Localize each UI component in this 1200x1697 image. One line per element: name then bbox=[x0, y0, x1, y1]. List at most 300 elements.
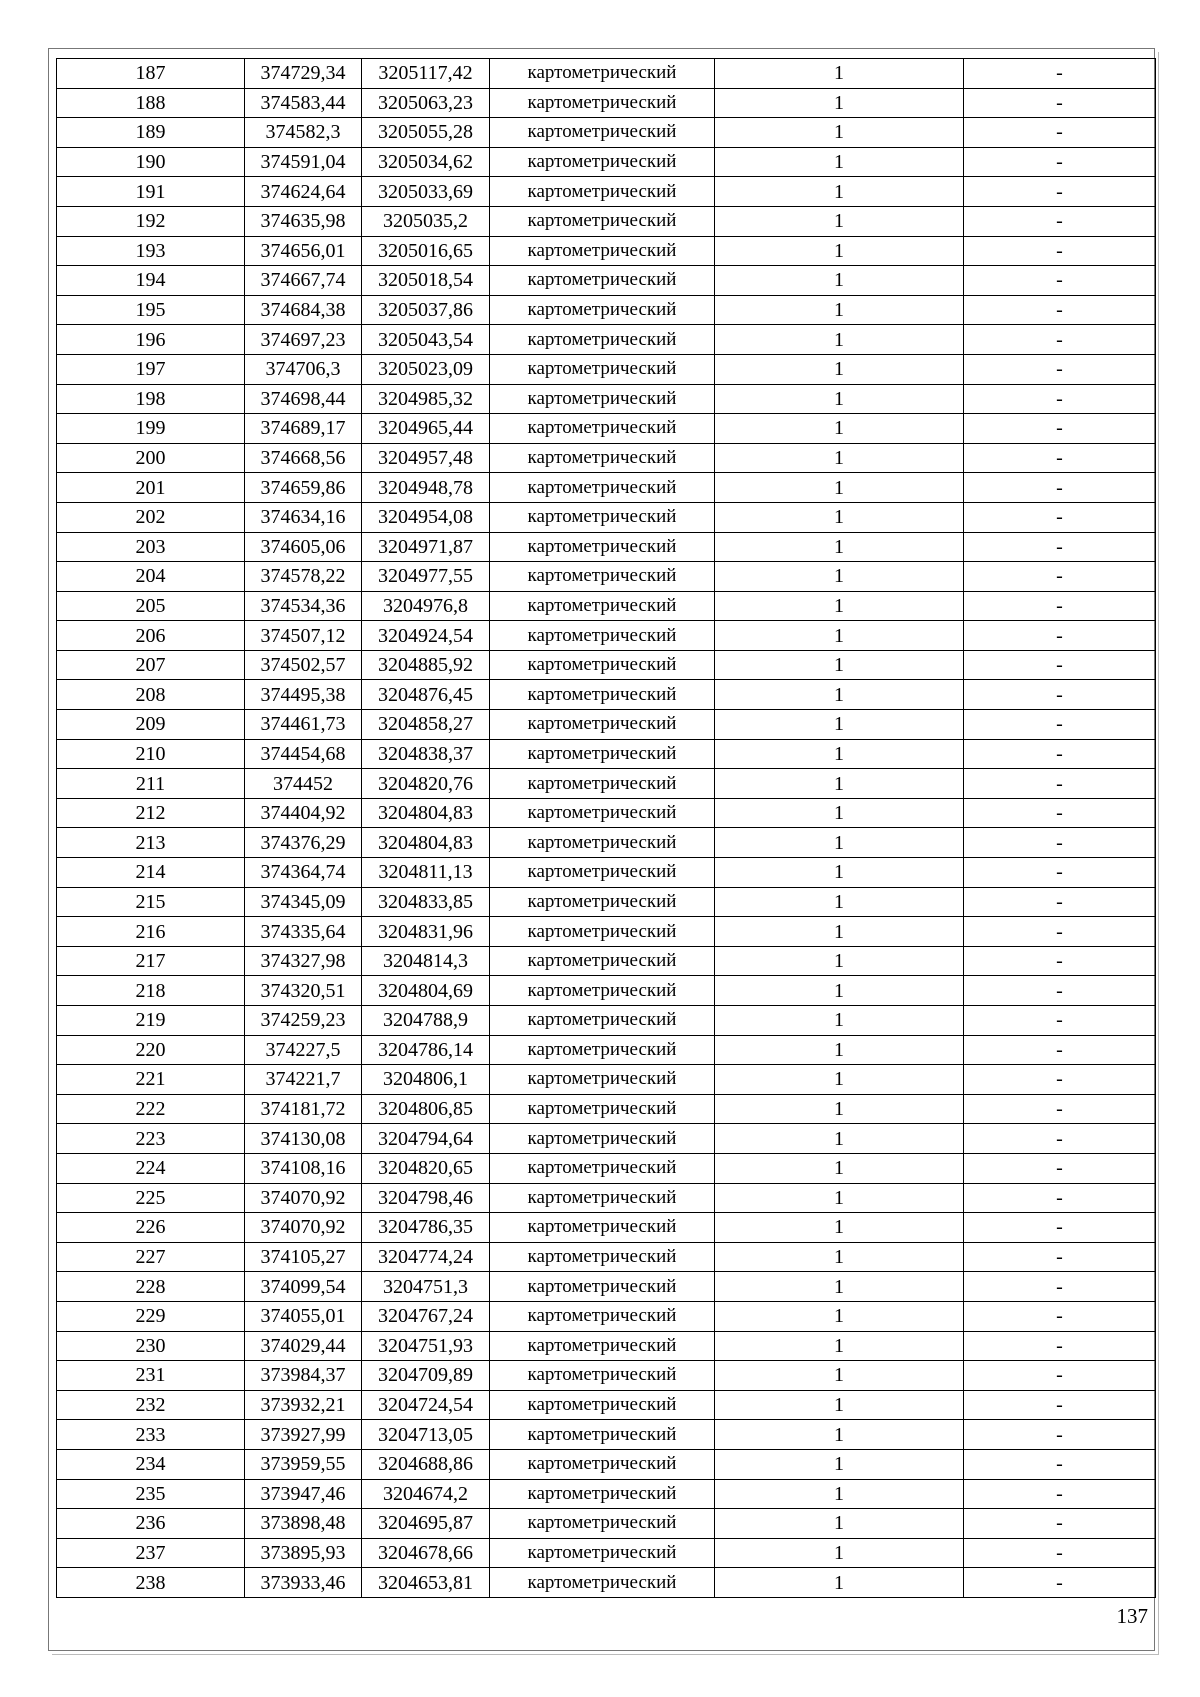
note-cell: - bbox=[964, 1449, 1156, 1479]
y-coordinate-cell: 3204804,83 bbox=[362, 828, 490, 858]
x-coordinate-cell: 374364,74 bbox=[245, 858, 362, 888]
accuracy-cell: 1 bbox=[715, 769, 964, 799]
point-number-cell: 205 bbox=[57, 591, 245, 621]
accuracy-cell: 1 bbox=[715, 473, 964, 503]
note-cell: - bbox=[964, 858, 1156, 888]
table-row bbox=[57, 1153, 1156, 1183]
note-cell: - bbox=[964, 1183, 1156, 1213]
y-coordinate-cell: 3204957,48 bbox=[362, 443, 490, 473]
accuracy-cell: 1 bbox=[715, 1568, 964, 1598]
accuracy-cell: 1 bbox=[715, 1390, 964, 1420]
table-row bbox=[57, 502, 1156, 532]
method-cell: картометрический bbox=[490, 1006, 715, 1036]
point-number-cell: 198 bbox=[57, 384, 245, 414]
method-cell: картометрический bbox=[490, 384, 715, 414]
accuracy-cell: 1 bbox=[715, 1272, 964, 1302]
accuracy-cell: 1 bbox=[715, 443, 964, 473]
note-cell: - bbox=[964, 887, 1156, 917]
note-cell: - bbox=[964, 562, 1156, 592]
y-coordinate-cell: 3204709,89 bbox=[362, 1361, 490, 1391]
x-coordinate-cell: 374582,3 bbox=[245, 118, 362, 148]
accuracy-cell: 1 bbox=[715, 1538, 964, 1568]
point-number-cell: 235 bbox=[57, 1479, 245, 1509]
point-number-cell: 218 bbox=[57, 976, 245, 1006]
x-coordinate-cell: 374591,04 bbox=[245, 147, 362, 177]
table-row bbox=[57, 1124, 1156, 1154]
note-cell: - bbox=[964, 769, 1156, 799]
note-cell: - bbox=[964, 88, 1156, 118]
x-coordinate-cell: 374689,17 bbox=[245, 414, 362, 444]
x-coordinate-cell: 374376,29 bbox=[245, 828, 362, 858]
accuracy-cell: 1 bbox=[715, 266, 964, 296]
y-coordinate-cell: 3204811,13 bbox=[362, 858, 490, 888]
point-number-cell: 188 bbox=[57, 88, 245, 118]
x-coordinate-cell: 373898,48 bbox=[245, 1509, 362, 1539]
point-number-cell: 203 bbox=[57, 532, 245, 562]
method-cell: картометрический bbox=[490, 1538, 715, 1568]
x-coordinate-cell: 373984,37 bbox=[245, 1361, 362, 1391]
point-number-cell: 193 bbox=[57, 236, 245, 266]
method-cell: картометрический bbox=[490, 1272, 715, 1302]
method-cell: картометрический bbox=[490, 325, 715, 355]
accuracy-cell: 1 bbox=[715, 680, 964, 710]
point-number-cell: 234 bbox=[57, 1449, 245, 1479]
accuracy-cell: 1 bbox=[715, 798, 964, 828]
y-coordinate-cell: 3204876,45 bbox=[362, 680, 490, 710]
method-cell: картометрический bbox=[490, 1153, 715, 1183]
x-coordinate-cell: 374029,44 bbox=[245, 1331, 362, 1361]
method-cell: картометрический bbox=[490, 1213, 715, 1243]
x-coordinate-cell: 374105,27 bbox=[245, 1242, 362, 1272]
accuracy-cell: 1 bbox=[715, 1420, 964, 1450]
point-number-cell: 223 bbox=[57, 1124, 245, 1154]
accuracy-cell: 1 bbox=[715, 295, 964, 325]
method-cell: картометрический bbox=[490, 532, 715, 562]
accuracy-cell: 1 bbox=[715, 1035, 964, 1065]
point-number-cell: 217 bbox=[57, 946, 245, 976]
point-number-cell: 210 bbox=[57, 739, 245, 769]
table-row bbox=[57, 473, 1156, 503]
point-number-cell: 204 bbox=[57, 562, 245, 592]
table-row bbox=[57, 1006, 1156, 1036]
point-number-cell: 192 bbox=[57, 206, 245, 236]
note-cell: - bbox=[964, 532, 1156, 562]
y-coordinate-cell: 3204674,2 bbox=[362, 1479, 490, 1509]
table-row bbox=[57, 1272, 1156, 1302]
point-number-cell: 202 bbox=[57, 502, 245, 532]
note-cell: - bbox=[964, 502, 1156, 532]
note-cell: - bbox=[964, 710, 1156, 740]
table-row bbox=[57, 798, 1156, 828]
method-cell: картометрический bbox=[490, 1124, 715, 1154]
x-coordinate-cell: 374624,64 bbox=[245, 177, 362, 207]
accuracy-cell: 1 bbox=[715, 1449, 964, 1479]
method-cell: картометрический bbox=[490, 177, 715, 207]
y-coordinate-cell: 3204924,54 bbox=[362, 621, 490, 651]
table-row bbox=[57, 236, 1156, 266]
note-cell: - bbox=[964, 1361, 1156, 1391]
point-number-cell: 189 bbox=[57, 118, 245, 148]
table-row bbox=[57, 1213, 1156, 1243]
accuracy-cell: 1 bbox=[715, 1331, 964, 1361]
note-cell: - bbox=[964, 650, 1156, 680]
point-number-cell: 224 bbox=[57, 1153, 245, 1183]
x-coordinate-cell: 374507,12 bbox=[245, 621, 362, 651]
accuracy-cell: 1 bbox=[715, 1301, 964, 1331]
y-coordinate-cell: 3204788,9 bbox=[362, 1006, 490, 1036]
table-row bbox=[57, 591, 1156, 621]
table-row bbox=[57, 1242, 1156, 1272]
note-cell: - bbox=[964, 59, 1156, 89]
x-coordinate-cell: 374454,68 bbox=[245, 739, 362, 769]
table-row bbox=[57, 1183, 1156, 1213]
y-coordinate-cell: 3204751,3 bbox=[362, 1272, 490, 1302]
y-coordinate-cell: 3204814,3 bbox=[362, 946, 490, 976]
y-coordinate-cell: 3204695,87 bbox=[362, 1509, 490, 1539]
method-cell: картометрический bbox=[490, 887, 715, 917]
note-cell: - bbox=[964, 1242, 1156, 1272]
method-cell: картометрический bbox=[490, 147, 715, 177]
y-coordinate-cell: 3204751,93 bbox=[362, 1331, 490, 1361]
method-cell: картометрический bbox=[490, 414, 715, 444]
y-coordinate-cell: 3204954,08 bbox=[362, 502, 490, 532]
accuracy-cell: 1 bbox=[715, 976, 964, 1006]
point-number-cell: 222 bbox=[57, 1094, 245, 1124]
y-coordinate-cell: 3204965,44 bbox=[362, 414, 490, 444]
method-cell: картометрический bbox=[490, 206, 715, 236]
table-row bbox=[57, 621, 1156, 651]
point-number-cell: 233 bbox=[57, 1420, 245, 1450]
point-number-cell: 238 bbox=[57, 1568, 245, 1598]
table-row bbox=[57, 414, 1156, 444]
note-cell: - bbox=[964, 1479, 1156, 1509]
x-coordinate-cell: 373933,46 bbox=[245, 1568, 362, 1598]
y-coordinate-cell: 3204985,32 bbox=[362, 384, 490, 414]
point-number-cell: 216 bbox=[57, 917, 245, 947]
accuracy-cell: 1 bbox=[715, 177, 964, 207]
x-coordinate-cell: 374181,72 bbox=[245, 1094, 362, 1124]
y-coordinate-cell: 3204713,05 bbox=[362, 1420, 490, 1450]
table-row bbox=[57, 1065, 1156, 1095]
note-cell: - bbox=[964, 236, 1156, 266]
accuracy-cell: 1 bbox=[715, 650, 964, 680]
x-coordinate-cell: 374259,23 bbox=[245, 1006, 362, 1036]
accuracy-cell: 1 bbox=[715, 710, 964, 740]
note-cell: - bbox=[964, 1153, 1156, 1183]
y-coordinate-cell: 3204798,46 bbox=[362, 1183, 490, 1213]
point-number-cell: 219 bbox=[57, 1006, 245, 1036]
note-cell: - bbox=[964, 443, 1156, 473]
accuracy-cell: 1 bbox=[715, 591, 964, 621]
point-number-cell: 236 bbox=[57, 1509, 245, 1539]
table-row bbox=[57, 206, 1156, 236]
note-cell: - bbox=[964, 1035, 1156, 1065]
x-coordinate-cell: 373927,99 bbox=[245, 1420, 362, 1450]
method-cell: картометрический bbox=[490, 591, 715, 621]
accuracy-cell: 1 bbox=[715, 1094, 964, 1124]
table-row bbox=[57, 1331, 1156, 1361]
x-coordinate-cell: 373932,21 bbox=[245, 1390, 362, 1420]
table-row bbox=[57, 976, 1156, 1006]
method-cell: картометрический bbox=[490, 88, 715, 118]
table-row bbox=[57, 828, 1156, 858]
y-coordinate-cell: 3204976,8 bbox=[362, 591, 490, 621]
table-row bbox=[57, 1361, 1156, 1391]
method-cell: картометрический bbox=[490, 828, 715, 858]
note-cell: - bbox=[964, 1538, 1156, 1568]
method-cell: картометрический bbox=[490, 650, 715, 680]
table-row bbox=[57, 118, 1156, 148]
method-cell: картометрический bbox=[490, 443, 715, 473]
y-coordinate-cell: 3204806,1 bbox=[362, 1065, 490, 1095]
point-number-cell: 215 bbox=[57, 887, 245, 917]
note-cell: - bbox=[964, 266, 1156, 296]
note-cell: - bbox=[964, 1390, 1156, 1420]
method-cell: картометрический bbox=[490, 680, 715, 710]
x-coordinate-cell: 373947,46 bbox=[245, 1479, 362, 1509]
point-number-cell: 226 bbox=[57, 1213, 245, 1243]
method-cell: картометрический bbox=[490, 1094, 715, 1124]
point-number-cell: 225 bbox=[57, 1183, 245, 1213]
point-number-cell: 221 bbox=[57, 1065, 245, 1095]
method-cell: картометрический bbox=[490, 858, 715, 888]
note-cell: - bbox=[964, 828, 1156, 858]
y-coordinate-cell: 3204838,37 bbox=[362, 739, 490, 769]
method-cell: картометрический bbox=[490, 621, 715, 651]
method-cell: картометрический bbox=[490, 769, 715, 799]
method-cell: картометрический bbox=[490, 946, 715, 976]
table-row bbox=[57, 946, 1156, 976]
y-coordinate-cell: 3204977,55 bbox=[362, 562, 490, 592]
note-cell: - bbox=[964, 1420, 1156, 1450]
y-coordinate-cell: 3205043,54 bbox=[362, 325, 490, 355]
note-cell: - bbox=[964, 1124, 1156, 1154]
y-coordinate-cell: 3205055,28 bbox=[362, 118, 490, 148]
y-coordinate-cell: 3205034,62 bbox=[362, 147, 490, 177]
x-coordinate-cell: 373895,93 bbox=[245, 1538, 362, 1568]
note-cell: - bbox=[964, 591, 1156, 621]
point-number-cell: 200 bbox=[57, 443, 245, 473]
accuracy-cell: 1 bbox=[715, 118, 964, 148]
point-number-cell: 195 bbox=[57, 295, 245, 325]
point-number-cell: 229 bbox=[57, 1301, 245, 1331]
y-coordinate-cell: 3204804,83 bbox=[362, 798, 490, 828]
y-coordinate-cell: 3205037,86 bbox=[362, 295, 490, 325]
x-coordinate-cell: 374729,34 bbox=[245, 59, 362, 89]
table-row bbox=[57, 1094, 1156, 1124]
point-number-cell: 191 bbox=[57, 177, 245, 207]
accuracy-cell: 1 bbox=[715, 532, 964, 562]
accuracy-cell: 1 bbox=[715, 384, 964, 414]
x-coordinate-cell: 374656,01 bbox=[245, 236, 362, 266]
accuracy-cell: 1 bbox=[715, 887, 964, 917]
y-coordinate-cell: 3204831,96 bbox=[362, 917, 490, 947]
y-coordinate-cell: 3204858,27 bbox=[362, 710, 490, 740]
method-cell: картометрический bbox=[490, 295, 715, 325]
accuracy-cell: 1 bbox=[715, 1242, 964, 1272]
y-coordinate-cell: 3204688,86 bbox=[362, 1449, 490, 1479]
table-row bbox=[57, 147, 1156, 177]
table-row bbox=[57, 1568, 1156, 1598]
note-cell: - bbox=[964, 798, 1156, 828]
accuracy-cell: 1 bbox=[715, 1006, 964, 1036]
y-coordinate-cell: 3204806,85 bbox=[362, 1094, 490, 1124]
note-cell: - bbox=[964, 1509, 1156, 1539]
table-row bbox=[57, 1420, 1156, 1450]
point-number-cell: 207 bbox=[57, 650, 245, 680]
table-row bbox=[57, 1509, 1156, 1539]
method-cell: картометрический bbox=[490, 798, 715, 828]
y-coordinate-cell: 3204820,76 bbox=[362, 769, 490, 799]
note-cell: - bbox=[964, 1568, 1156, 1598]
y-coordinate-cell: 3204767,24 bbox=[362, 1301, 490, 1331]
note-cell: - bbox=[964, 147, 1156, 177]
table-row bbox=[57, 532, 1156, 562]
accuracy-cell: 1 bbox=[715, 1213, 964, 1243]
table-row bbox=[57, 680, 1156, 710]
method-cell: картометрический bbox=[490, 502, 715, 532]
y-coordinate-cell: 3205063,23 bbox=[362, 88, 490, 118]
method-cell: картометрический bbox=[490, 710, 715, 740]
point-number-cell: 237 bbox=[57, 1538, 245, 1568]
accuracy-cell: 1 bbox=[715, 1183, 964, 1213]
accuracy-cell: 1 bbox=[715, 917, 964, 947]
note-cell: - bbox=[964, 1065, 1156, 1095]
accuracy-cell: 1 bbox=[715, 562, 964, 592]
x-coordinate-cell: 374320,51 bbox=[245, 976, 362, 1006]
x-coordinate-cell: 374099,54 bbox=[245, 1272, 362, 1302]
point-number-cell: 228 bbox=[57, 1272, 245, 1302]
accuracy-cell: 1 bbox=[715, 1509, 964, 1539]
x-coordinate-cell: 374130,08 bbox=[245, 1124, 362, 1154]
accuracy-cell: 1 bbox=[715, 1153, 964, 1183]
note-cell: - bbox=[964, 354, 1156, 384]
note-cell: - bbox=[964, 206, 1156, 236]
y-coordinate-cell: 3205023,09 bbox=[362, 354, 490, 384]
point-number-cell: 231 bbox=[57, 1361, 245, 1391]
note-cell: - bbox=[964, 917, 1156, 947]
accuracy-cell: 1 bbox=[715, 828, 964, 858]
x-coordinate-cell: 374055,01 bbox=[245, 1301, 362, 1331]
accuracy-cell: 1 bbox=[715, 325, 964, 355]
x-coordinate-cell: 374335,64 bbox=[245, 917, 362, 947]
y-coordinate-cell: 3205018,54 bbox=[362, 266, 490, 296]
x-coordinate-cell: 374668,56 bbox=[245, 443, 362, 473]
point-number-cell: 209 bbox=[57, 710, 245, 740]
note-cell: - bbox=[964, 976, 1156, 1006]
table-row bbox=[57, 710, 1156, 740]
accuracy-cell: 1 bbox=[715, 88, 964, 118]
x-coordinate-cell: 374461,73 bbox=[245, 710, 362, 740]
note-cell: - bbox=[964, 384, 1156, 414]
x-coordinate-cell: 374452 bbox=[245, 769, 362, 799]
x-coordinate-cell: 374070,92 bbox=[245, 1183, 362, 1213]
table-row bbox=[57, 1449, 1156, 1479]
x-coordinate-cell: 374534,36 bbox=[245, 591, 362, 621]
point-number-cell: 232 bbox=[57, 1390, 245, 1420]
page-number: 137 bbox=[1116, 1604, 1148, 1628]
accuracy-cell: 1 bbox=[715, 1479, 964, 1509]
note-cell: - bbox=[964, 946, 1156, 976]
table-row bbox=[57, 917, 1156, 947]
table-row bbox=[57, 59, 1156, 89]
x-coordinate-cell: 374070,92 bbox=[245, 1213, 362, 1243]
coordinates-table-body bbox=[57, 59, 1156, 1598]
x-coordinate-cell: 374221,7 bbox=[245, 1065, 362, 1095]
method-cell: картометрический bbox=[490, 1361, 715, 1391]
method-cell: картометрический bbox=[490, 1509, 715, 1539]
x-coordinate-cell: 374605,06 bbox=[245, 532, 362, 562]
y-coordinate-cell: 3204786,14 bbox=[362, 1035, 490, 1065]
table-row bbox=[57, 887, 1156, 917]
table-row bbox=[57, 1538, 1156, 1568]
method-cell: картометрический bbox=[490, 1479, 715, 1509]
table-row bbox=[57, 295, 1156, 325]
x-coordinate-cell: 374227,5 bbox=[245, 1035, 362, 1065]
x-coordinate-cell: 374108,16 bbox=[245, 1153, 362, 1183]
method-cell: картометрический bbox=[490, 473, 715, 503]
note-cell: - bbox=[964, 295, 1156, 325]
table-row bbox=[57, 266, 1156, 296]
table-row bbox=[57, 325, 1156, 355]
x-coordinate-cell: 374698,44 bbox=[245, 384, 362, 414]
table-row bbox=[57, 858, 1156, 888]
note-cell: - bbox=[964, 118, 1156, 148]
y-coordinate-cell: 3204820,65 bbox=[362, 1153, 490, 1183]
table-row bbox=[57, 769, 1156, 799]
method-cell: картометрический bbox=[490, 354, 715, 384]
note-cell: - bbox=[964, 621, 1156, 651]
table-row bbox=[57, 562, 1156, 592]
method-cell: картометрический bbox=[490, 976, 715, 1006]
point-number-cell: 214 bbox=[57, 858, 245, 888]
x-coordinate-cell: 374345,09 bbox=[245, 887, 362, 917]
point-number-cell: 199 bbox=[57, 414, 245, 444]
method-cell: картометрический bbox=[490, 1242, 715, 1272]
note-cell: - bbox=[964, 325, 1156, 355]
table-row bbox=[57, 354, 1156, 384]
table-row bbox=[57, 739, 1156, 769]
note-cell: - bbox=[964, 1301, 1156, 1331]
point-number-cell: 212 bbox=[57, 798, 245, 828]
y-coordinate-cell: 3204971,87 bbox=[362, 532, 490, 562]
accuracy-cell: 1 bbox=[715, 1065, 964, 1095]
note-cell: - bbox=[964, 1006, 1156, 1036]
method-cell: картометрический bbox=[490, 1420, 715, 1450]
method-cell: картометрический bbox=[490, 1449, 715, 1479]
accuracy-cell: 1 bbox=[715, 858, 964, 888]
accuracy-cell: 1 bbox=[715, 946, 964, 976]
x-coordinate-cell: 374634,16 bbox=[245, 502, 362, 532]
table-row bbox=[57, 443, 1156, 473]
table-row bbox=[57, 650, 1156, 680]
y-coordinate-cell: 3204794,64 bbox=[362, 1124, 490, 1154]
x-coordinate-cell: 374635,98 bbox=[245, 206, 362, 236]
point-number-cell: 230 bbox=[57, 1331, 245, 1361]
accuracy-cell: 1 bbox=[715, 206, 964, 236]
y-coordinate-cell: 3204786,35 bbox=[362, 1213, 490, 1243]
note-cell: - bbox=[964, 414, 1156, 444]
accuracy-cell: 1 bbox=[715, 147, 964, 177]
y-coordinate-cell: 3204885,92 bbox=[362, 650, 490, 680]
x-coordinate-cell: 374404,92 bbox=[245, 798, 362, 828]
point-number-cell: 190 bbox=[57, 147, 245, 177]
accuracy-cell: 1 bbox=[715, 59, 964, 89]
x-coordinate-cell: 374659,86 bbox=[245, 473, 362, 503]
accuracy-cell: 1 bbox=[715, 502, 964, 532]
y-coordinate-cell: 3204774,24 bbox=[362, 1242, 490, 1272]
note-cell: - bbox=[964, 177, 1156, 207]
